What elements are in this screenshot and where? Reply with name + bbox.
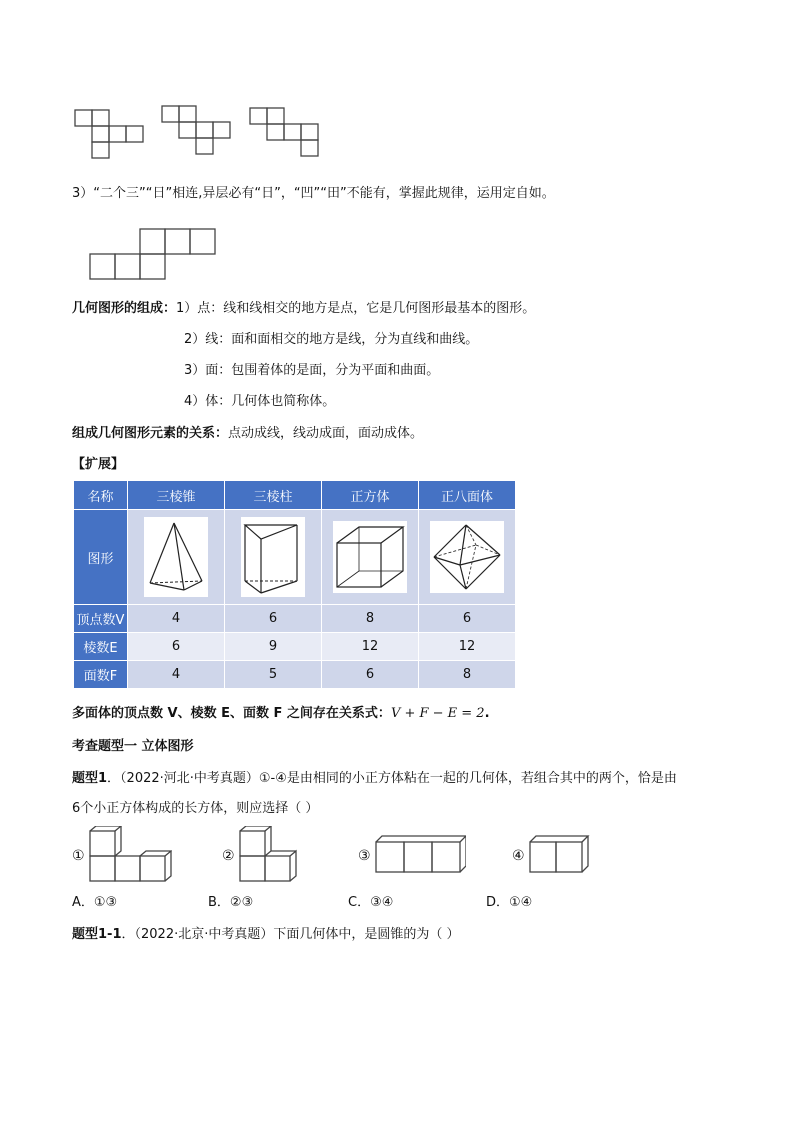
table-cell: 12 bbox=[419, 633, 516, 661]
table-figure-label: 图形 bbox=[74, 510, 128, 605]
question-1-label: 题型1 bbox=[72, 771, 108, 786]
table-cell: 5 bbox=[225, 661, 322, 689]
figure-1-blocks bbox=[88, 826, 172, 886]
table-header-cube: 正方体 bbox=[322, 481, 419, 510]
euler-end: . bbox=[484, 706, 490, 721]
triangular-prism-icon bbox=[241, 517, 305, 597]
composition-heading: 几何图形的组成： bbox=[72, 301, 177, 316]
question-1-line-2: 6个小正方体构成的长方体，则应选择（ ） bbox=[72, 801, 319, 816]
composition-item-4: 4）体：几何体也简称体。 bbox=[184, 394, 336, 409]
option-c[interactable]: C．③④ bbox=[348, 895, 394, 910]
table-cell: 8 bbox=[322, 605, 419, 633]
octahedron-icon bbox=[430, 521, 504, 593]
table-cell: 6 bbox=[128, 633, 225, 661]
composition-item-3: 3）面：包围着体的是面，分为平面和曲面。 bbox=[184, 363, 440, 378]
question-1-1-text: ．（2022·北京·中考真题）下面几何体中，是圆锥的为（ ） bbox=[121, 927, 460, 942]
rule-3-text: 3）“二个三”“日”相连,异层必有“日”，“凹”“田”不能有，掌握此规律，运用定自如。 bbox=[72, 186, 555, 201]
question-1-line-1 bbox=[72, 770, 677, 788]
option-d[interactable]: D．①④ bbox=[486, 895, 533, 910]
table-header-pyramid: 三棱锥 bbox=[128, 481, 225, 510]
cube-net-2 bbox=[162, 106, 230, 154]
composition-item-2: 2）线：面和面相交的地方是线，分为直线和曲线。 bbox=[184, 332, 479, 347]
table-header-name: 名称 bbox=[74, 481, 128, 510]
figure-2-blocks bbox=[238, 826, 302, 886]
table-cell: 6 bbox=[322, 661, 419, 689]
figure-label-2: ② bbox=[222, 848, 235, 864]
table-cell: 8 bbox=[419, 661, 516, 689]
cube-net-1 bbox=[75, 110, 143, 158]
table-header-octahedron: 正八面体 bbox=[419, 481, 516, 510]
expand-label: 【扩展】 bbox=[72, 457, 125, 472]
relation-line bbox=[72, 425, 423, 443]
table-cell: 9 bbox=[225, 633, 322, 661]
composition-line-1 bbox=[72, 300, 535, 318]
polyhedra-table bbox=[73, 480, 516, 689]
cube-nets-figure bbox=[70, 100, 330, 164]
cube-net-two-threes bbox=[86, 224, 220, 282]
option-a[interactable]: A．①③ bbox=[72, 895, 118, 910]
figure-label-3: ③ bbox=[358, 848, 371, 864]
table-cell: 6 bbox=[419, 605, 516, 633]
figure-4-blocks bbox=[528, 834, 592, 876]
table-cell: 4 bbox=[128, 605, 225, 633]
figure-label-4: ④ bbox=[512, 848, 525, 864]
figure-3-blocks bbox=[374, 834, 466, 876]
table-cell: 12 bbox=[322, 633, 419, 661]
table-cell: 6 bbox=[225, 605, 322, 633]
question-1-1-line bbox=[72, 926, 459, 944]
euler-formula: V + F − E = 2 bbox=[390, 706, 485, 721]
option-b[interactable]: B．②③ bbox=[208, 895, 254, 910]
row-label-vertices: 顶点数V bbox=[74, 605, 128, 633]
question-1-1-label: 题型1-1 bbox=[72, 927, 122, 942]
table-cell: 4 bbox=[128, 661, 225, 689]
composition-item-1: 1）点：线和线相交的地方是点，它是几何图形最基本的图形。 bbox=[176, 301, 536, 316]
row-label-faces: 面数F bbox=[74, 661, 128, 689]
triangular-pyramid-icon bbox=[144, 517, 208, 597]
euler-line bbox=[72, 705, 490, 723]
cube-icon bbox=[333, 521, 407, 593]
figure-label-1: ① bbox=[72, 848, 85, 864]
relation-text: 点动成线，线动成面，面动成体。 bbox=[228, 426, 424, 441]
cube-net-3 bbox=[250, 108, 318, 156]
question-1-text: ．（2022·河北·中考真题）①-④是由相同的小正方体粘在一起的几何体，若组合其中的两个，恰是由 bbox=[107, 771, 677, 786]
row-label-edges: 棱数E bbox=[74, 633, 128, 661]
relation-heading: 组成几何图形元素的关系： bbox=[72, 426, 229, 441]
table-header-prism: 三棱柱 bbox=[225, 481, 322, 510]
euler-text: 多面体的顶点数 V、棱数 E、面数 F 之间存在关系式： bbox=[72, 706, 391, 721]
section-title: 考查题型一 立体图形 bbox=[72, 739, 194, 754]
